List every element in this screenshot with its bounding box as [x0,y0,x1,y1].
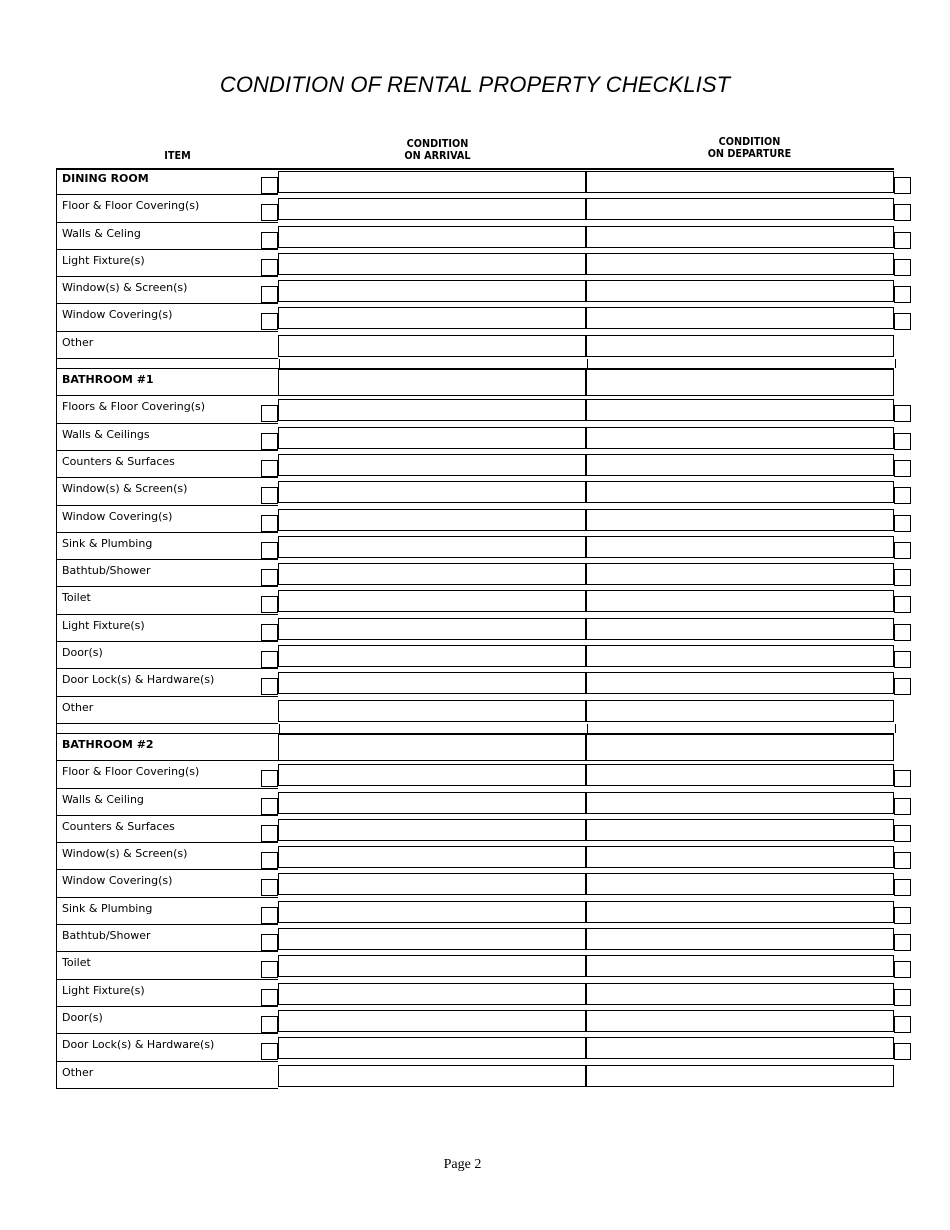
arrival-checkbox[interactable] [261,286,278,303]
departure-condition-field[interactable] [586,819,894,841]
table-row [56,898,894,925]
departure-checkbox[interactable] [894,259,911,276]
departure-checkbox[interactable] [894,825,911,842]
arrival-checkbox[interactable] [261,678,278,695]
arrival-condition-field[interactable] [278,819,586,841]
departure-condition-field[interactable] [586,645,894,667]
table-row [56,195,894,222]
arrival-condition-field[interactable] [278,399,586,421]
item-label: Window Covering(s) [56,506,278,533]
item-label: Floor & Floor Covering(s) [56,761,278,788]
column-header-departure-line2: ON DEPARTURE [707,147,792,160]
table-row [56,587,894,614]
departure-condition-field[interactable] [586,792,894,814]
departure-condition-field[interactable] [586,700,894,722]
item-label: Light Fixture(s) [56,615,278,642]
departure-checkbox[interactable] [894,1016,911,1033]
departure-condition-field[interactable] [586,335,894,357]
departure-checkbox[interactable] [894,651,911,668]
arrival-condition-field[interactable] [278,481,586,503]
item-label: Light Fixture(s) [56,250,278,277]
arrival-condition-field[interactable] [278,846,586,868]
table-row [56,396,894,423]
arrival-checkbox[interactable] [261,487,278,504]
departure-checkbox[interactable] [894,204,911,221]
departure-checkbox[interactable] [894,798,911,815]
arrival-condition-field[interactable] [278,427,586,449]
table-row [56,697,894,724]
arrival-checkbox[interactable] [261,651,278,668]
item-label: Window(s) & Screen(s) [56,478,278,505]
table-row [56,560,894,587]
departure-condition-field[interactable] [586,955,894,977]
arrival-condition-field[interactable] [278,928,586,950]
departure-checkbox[interactable] [894,989,911,1006]
column-header-arrival-line1: CONDITION [406,137,469,150]
departure-condition-field[interactable] [586,1065,894,1087]
arrival-condition-field[interactable] [278,983,586,1005]
spacer-divider [587,724,588,733]
page-title: CONDITION OF RENTAL PROPERTY CHECKLIST [219,72,731,97]
item-label: Counters & Surfaces [56,816,278,843]
spacer-divider [279,359,280,368]
departure-checkbox[interactable] [894,232,911,249]
departure-checkbox[interactable] [894,433,911,450]
departure-checkbox[interactable] [894,934,911,951]
table-row [56,789,894,816]
arrival-checkbox[interactable] [261,232,278,249]
departure-condition-field[interactable] [586,427,894,449]
departure-checkbox[interactable] [894,405,911,422]
item-label: Walls & Celing [56,223,278,250]
departure-checkbox[interactable] [894,177,911,194]
arrival-checkbox[interactable] [261,934,278,951]
departure-condition-field[interactable] [586,307,894,329]
arrival-condition-field[interactable] [278,901,586,923]
item-label: Door(s) [56,1007,278,1034]
departure-condition-field[interactable] [586,280,894,302]
arrival-checkbox[interactable] [261,433,278,450]
column-header-item-label: ITEM [164,149,191,162]
table-row [56,506,894,533]
arrival-condition-field[interactable] [278,369,586,396]
item-label: Bathtub/Shower [56,560,278,587]
arrival-checkbox[interactable] [261,961,278,978]
arrival-condition-field[interactable] [278,792,586,814]
item-label: Toilet [56,952,278,979]
departure-condition-field[interactable] [586,509,894,531]
departure-condition-field[interactable] [586,399,894,421]
arrival-checkbox[interactable] [261,1016,278,1033]
departure-condition-field[interactable] [586,226,894,248]
page-number: Page 2 [443,1157,482,1172]
departure-checkbox[interactable] [894,487,911,504]
arrival-condition-field[interactable] [278,873,586,895]
item-label: Other [56,332,278,359]
item-label: Window Covering(s) [56,870,278,897]
departure-checkbox[interactable] [894,286,911,303]
arrival-condition-field[interactable] [278,764,586,786]
arrival-checkbox[interactable] [261,852,278,869]
item-label: Walls & Ceilings [56,424,278,451]
arrival-condition-field[interactable] [278,563,586,585]
departure-checkbox[interactable] [894,770,911,787]
arrival-checkbox[interactable] [261,907,278,924]
item-label: Window(s) & Screen(s) [56,843,278,870]
arrival-checkbox[interactable] [261,569,278,586]
departure-checkbox[interactable] [894,678,911,695]
column-header-item [127,150,228,162]
arrival-checkbox[interactable] [261,204,278,221]
arrival-checkbox[interactable] [261,798,278,815]
item-label: Window(s) & Screen(s) [56,277,278,304]
arrival-checkbox[interactable] [261,313,278,330]
table-row [56,642,894,669]
departure-checkbox[interactable] [894,1043,911,1060]
arrival-checkbox[interactable] [261,405,278,422]
section-spacer [56,724,894,734]
column-header-departure [664,136,836,160]
departure-condition-field[interactable] [586,901,894,923]
arrival-condition-field[interactable] [278,198,586,220]
item-label: Other [56,1062,278,1089]
arrival-condition-field[interactable] [278,645,586,667]
departure-condition-field[interactable] [586,764,894,786]
arrival-condition-field[interactable] [278,454,586,476]
arrival-checkbox[interactable] [261,460,278,477]
table-row [56,925,894,952]
arrival-condition-field[interactable] [278,590,586,612]
departure-checkbox[interactable] [894,515,911,532]
departure-condition-field[interactable] [586,928,894,950]
table-row [56,1062,894,1089]
arrival-checkbox[interactable] [261,879,278,896]
arrival-condition-field[interactable] [278,509,586,531]
arrival-checkbox[interactable] [261,177,278,194]
table-row [56,223,894,250]
table-row [56,615,894,642]
departure-condition-field[interactable] [586,536,894,558]
arrival-condition-field[interactable] [278,280,586,302]
departure-condition-field[interactable] [586,618,894,640]
item-label: Counters & Surfaces [56,451,278,478]
departure-condition-field[interactable] [586,983,894,1005]
departure-condition-field[interactable] [586,253,894,275]
departure-checkbox[interactable] [894,624,911,641]
table-row [56,533,894,560]
departure-condition-field[interactable] [586,563,894,585]
item-label: Floors & Floor Covering(s) [56,396,278,423]
departure-condition-field[interactable] [586,171,894,193]
table-row [56,761,894,788]
departure-condition-field[interactable] [586,198,894,220]
departure-condition-field[interactable] [586,1037,894,1059]
departure-checkbox[interactable] [894,879,911,896]
arrival-condition-field[interactable] [278,955,586,977]
departure-condition-field[interactable] [586,454,894,476]
item-label: Floor & Floor Covering(s) [56,195,278,222]
arrival-condition-field[interactable] [278,734,586,761]
departure-checkbox[interactable] [894,852,911,869]
arrival-condition-field[interactable] [278,700,586,722]
item-label: Door(s) [56,642,278,669]
departure-checkbox[interactable] [894,542,911,559]
arrival-checkbox[interactable] [261,624,278,641]
arrival-condition-field[interactable] [278,307,586,329]
item-label: Window Covering(s) [56,304,278,331]
departure-condition-field[interactable] [586,846,894,868]
departure-condition-field[interactable] [586,734,894,761]
arrival-condition-field[interactable] [278,226,586,248]
table-row [56,332,894,359]
section-heading-row [56,369,894,396]
section-heading: BATHROOM #2 [56,734,278,761]
item-label: Walls & Ceiling [56,789,278,816]
departure-condition-field[interactable] [586,369,894,396]
arrival-checkbox[interactable] [261,1043,278,1060]
item-label: Other [56,697,278,724]
column-header-arrival-line2: ON ARRIVAL [404,149,471,162]
item-label: Door Lock(s) & Hardware(s) [56,669,278,696]
arrival-condition-field[interactable] [278,672,586,694]
departure-checkbox[interactable] [894,961,911,978]
table-row [56,1034,894,1061]
departure-checkbox[interactable] [894,313,911,330]
table-row [56,424,894,451]
departure-checkbox[interactable] [894,460,911,477]
table-row [56,277,894,304]
section-heading-row [56,734,894,761]
arrival-condition-field[interactable] [278,1065,586,1087]
table-row [56,1007,894,1034]
table-row [56,980,894,1007]
departure-condition-field[interactable] [586,873,894,895]
table-row [56,250,894,277]
arrival-checkbox[interactable] [261,825,278,842]
section-heading: BATHROOM #1 [56,369,278,396]
column-header-arrival [352,138,524,162]
section-heading: DINING ROOM [56,168,278,195]
arrival-condition-field[interactable] [278,253,586,275]
spacer-divider [279,724,280,733]
item-label: Sink & Plumbing [56,898,278,925]
departure-checkbox[interactable] [894,596,911,613]
table-row [56,870,894,897]
arrival-checkbox[interactable] [261,515,278,532]
table-row [56,669,894,696]
checklist-table [56,168,894,1089]
arrival-condition-field[interactable] [278,1037,586,1059]
item-label: Toilet [56,587,278,614]
spacer-divider [587,359,588,368]
table-row [56,843,894,870]
arrival-checkbox[interactable] [261,770,278,787]
arrival-condition-field[interactable] [278,335,586,357]
departure-condition-field[interactable] [586,672,894,694]
arrival-condition-field[interactable] [278,618,586,640]
item-label: Bathtub/Shower [56,925,278,952]
arrival-checkbox[interactable] [261,989,278,1006]
spacer-divider [895,724,896,733]
table-row [56,304,894,331]
table-row [56,952,894,979]
table-row [56,451,894,478]
arrival-checkbox[interactable] [261,542,278,559]
departure-checkbox[interactable] [894,569,911,586]
section-heading-row [56,168,894,195]
departure-condition-field[interactable] [586,481,894,503]
departure-condition-field[interactable] [586,1010,894,1032]
arrival-condition-field[interactable] [278,536,586,558]
item-label: Sink & Plumbing [56,533,278,560]
arrival-checkbox[interactable] [261,259,278,276]
departure-checkbox[interactable] [894,907,911,924]
table-row [56,478,894,505]
item-label: Light Fixture(s) [56,980,278,1007]
item-label: Door Lock(s) & Hardware(s) [56,1034,278,1061]
departure-condition-field[interactable] [586,590,894,612]
table-row [56,816,894,843]
arrival-condition-field[interactable] [278,1010,586,1032]
section-spacer [56,359,894,369]
arrival-checkbox[interactable] [261,596,278,613]
spacer-divider [895,359,896,368]
column-header-departure-line1: CONDITION [718,135,781,148]
arrival-condition-field[interactable] [278,171,586,193]
